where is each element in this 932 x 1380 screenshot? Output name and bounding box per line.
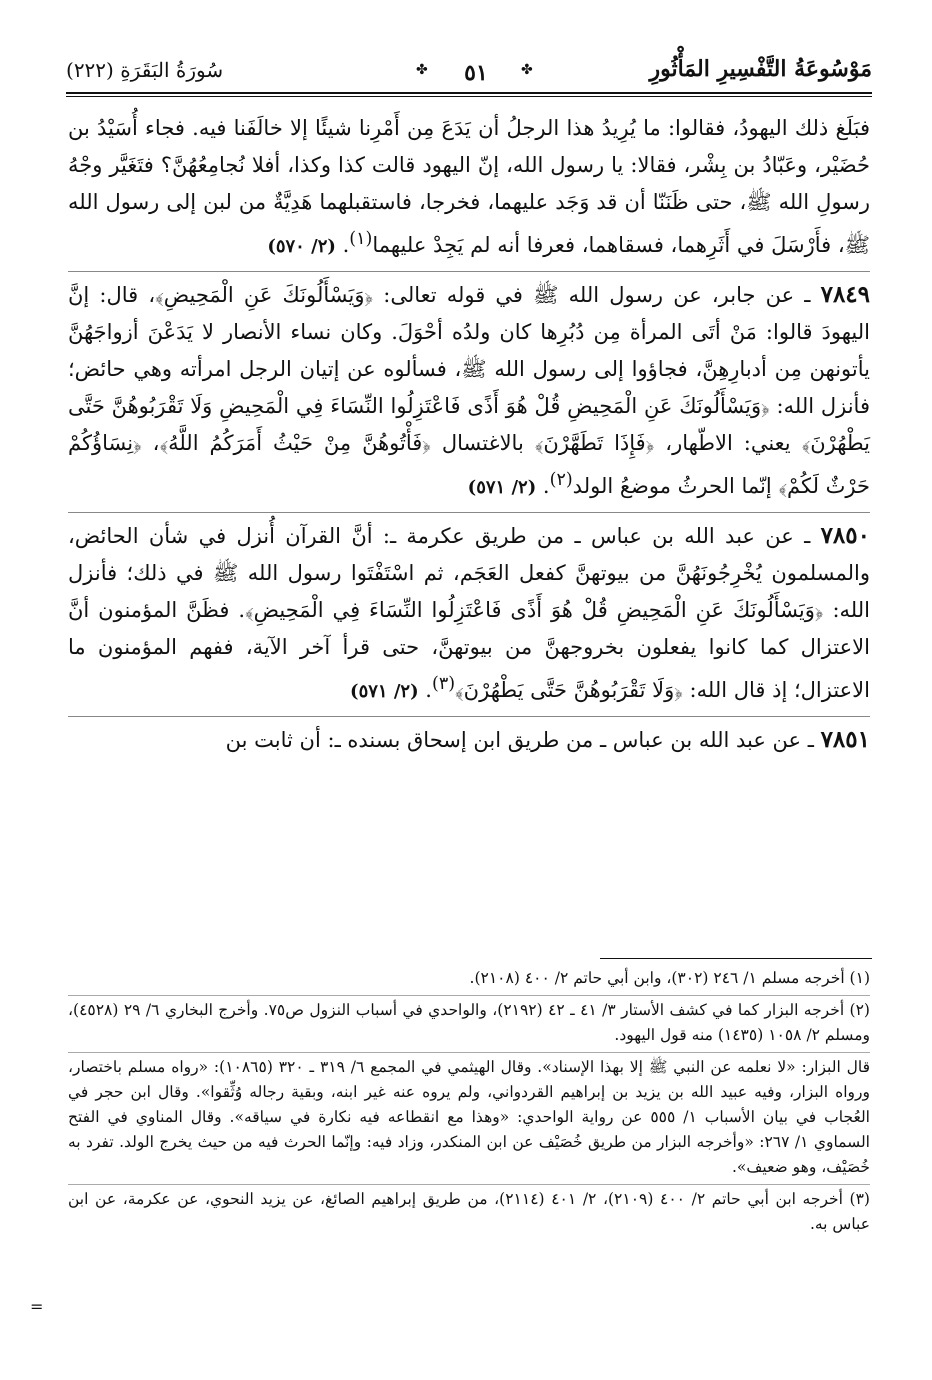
- text-line: فخرجا، فاستقبلهما هَدِيَّةٌ من لبن إلى رسول الله ﷺ، فأَرْسَلَ في أَثَرِهما، فسقاهما،: [68, 190, 870, 257]
- page-header: [66, 56, 872, 92]
- header-rule-thin: [66, 96, 872, 97]
- volume-reference: (٢/ ٥٧١): [350, 681, 419, 702]
- hadith-7851: [68, 716, 870, 759]
- footnote-3: [68, 1184, 870, 1237]
- header-rule: [66, 92, 872, 94]
- footnote-text: قال البزار: «لا نعلمه عن النبي ﷺ إلا بهذا الإسناد». وقال الهيثمي في المجمع ٦/ ٣١٩ ـ ٣٢٠: [278, 1058, 870, 1076]
- paragraph-continued: فبَلَغ ذلك اليهودُ، فقالوا: ما يُرِيدُ هذا الرجلُ أن يَدَعَ مِن أَمْرِنا شيئًا إلا خالَفَنا فيه. فجاء أُسَيْدُ بن حُضَيْر، وعَبّادُ بن بِشْر، فقالا: يا رسول الله، إنّ اليهود قالت كذا وكذا، أفلا نُجامِعُهُنَّ؟ فتَغَيَّر وجْهُ رسولِ الله ﷺ، حتى ظَنَنّا أن قد وَجَد عليهما، فخرجا، فاستقبلهما هَدِيَّةٌ من لبن إلى رسول الله ﷺ، فأَرْسَلَ في أَثَرِهما، فسقاهما، فعرفا أنه لم يَجِدْ عليهما$^{(١)}$. (٢/ ٥٧٠): [68, 116, 870, 257]
- margin-mark: =: [30, 1297, 44, 1316]
- footnote-text: غير ابنه، وبقية رجاله وُثِّقوا». وقال ابن حجر في العُجاب في بيان الأسباب ١/ ٥٥٥ عن رواية الواحدي:: [68, 1083, 870, 1126]
- text-line: فَاعْتَزِلُوا النِّسَاءَ فِي الْمَحِيضِ وَلَا تَقْرَبُوهُنَّ حَتَّى يَطْهُرْنَ﴾ يعني: الاطّهار، ﴿فَإِذَا تَطَهَّرْنَ﴾: [68, 394, 870, 455]
- text-line: الولد: [572, 474, 614, 498]
- hadith-number: ٧٨٥٠: [820, 522, 870, 549]
- footnote-text: وأخرج البخاري ٦/ ٢٩ (٤٥٢٨)، ومسلم ٢/ ١٠٥٨ (١٤٣٥) منه قول اليهود.: [68, 1001, 870, 1044]
- page-number: ٥١: [464, 60, 488, 86]
- hadith-7849: ٧٨٤٩ ـ عن جابر، عن رسول الله ﷺ في قوله تعالى: ﴿وَيَسْأَلُونَكَ عَنِ الْمَحِيضِ﴾، قال: إنَّ اليهودَ قالوا: مَنْ أتَى المرأة مِن دُبُرِها كان ولدُه أحْوَلَ. وكان نساء الأنصار لا يَدَعْنَ أزواجَهُنَّ يأتونهن مِن أدبارِهِنَّ، فجاؤوا إلى رسول الله ﷺ، فسألوه عن إتيان الرجل امرأته وهي حائض؛ فأنزل الله: ﴿وَيَسْأَلُونَكَ عَنِ الْمَحِيضِ قُلْ هُوَ أَذًى فَاعْتَزِلُوا النِّسَاءَ فِي الْمَحِيضِ وَلَا تَقْرَبُوهُنَّ حَتَّى يَطْهُرْنَ﴾ يعني: الاطّهار، ﴿فَإِذَا تَطَهَّرْنَ﴾ بالاغتسال ﴿فَأْتُوهُنَّ مِنْ حَيْثُ أَمَرَكُمُ اللَّهُ﴾، ﴿نِسَاؤُكُمْ حَرْثٌ لَكُمْ﴾ إنّما الحرثُ موضعُ الولد$^{(٢)}$. (٢/ ٥٧١): [68, 271, 870, 506]
- text-line: وكذا، أفلا نُجامِعُهُنَّ؟ فتَغَيَّر وجْهُ رسولِ الله ﷺ، حتى ظَنَنّا أن قد وَجَد عليهما،: [68, 153, 870, 214]
- hadith-number: ٧٨٤٩: [820, 281, 871, 308]
- text-line: ـ عن عبد الله بن عباس ـ من طريق ابن إسحاق بسنده ـ: أن ثابت بن: [225, 728, 814, 752]
- footnote-text: «وهذا مع انقطاعه فيه نكارة في سياقه». وقال المناوي في الفتح السماوي ١/ ٢٦٧: «وأخرجه البزار من: [68, 1108, 870, 1151]
- footnote-text: (١٠٨٦٥): «رواه مسلم باختصار، ورواه البزار، وفيه عبيد الله بن يزيد بن إبراهيم القردواني، ولم يروه عنه: [68, 1058, 870, 1101]
- text-line: النِّسَاءَ فِي الْمَحِيضِ﴾. فظَنَّ المؤمنون أنَّ الاعتزال كما كانوا يفعلون بخروجهنَّ من: [68, 598, 870, 659]
- footnote-text: (٢) أخرجه البزار كما في كشف الأستار ٣/ ٤١ ـ ٤٢ (٢١٩٢)، والواحدي في أسباب النزول ص٧٥.: [263, 1001, 870, 1019]
- footnote-text: (٣) أخرجه ابن أبي حاتم ٢/ ٤٠٠ (٢١٠٩)، ٢/ ٤٠١ (٢١١٤)، من طريق إبراهيم الصائغ، عن يزيد: [260, 1190, 870, 1208]
- footnote-marker: (٣): [431, 674, 456, 694]
- text-line: فبَلَغ ذلك اليهودُ، فقالوا: ما يُرِيدُ هذا الرجلُ أن يَدَعَ مِن أَمْرِنا شيئًا إلا خالَفَنا فيه.: [192, 116, 870, 140]
- hadith-7850: ٧٨٥٠ ـ عن عبد الله بن عباس ـ من طريق عكرمة ـ: أنَّ القرآن أُنزل في شأن الحائض، والمسلمون يُخْرِجُونَهُنَّ من بيوتهنَّ كفعل العَجَم، ثم اسْتَفْتَوا رسول الله ﷺ في ذلك؛ فأنزل الله: ﴿وَيَسْأَلُونَكَ عَنِ الْمَحِيضِ قُلْ هُوَ أَذًى فَاعْتَزِلُوا النِّسَاءَ فِي الْمَحِيضِ﴾. فظَنَّ المؤمنون أنَّ الاعتزال كما كانوا يفعلون بخروجهنَّ من بيوتهنَّ، حتى قرأ آخر الآية، ففهم المؤمنون ما الاعتزال؛ إذ قال الله: ﴿وَلَا تَقْرَبُوهُنَّ حَتَّى يَطْهُرْنَ﴾$^{(٣)}$. (٢/ ٥٧١): [68, 512, 870, 710]
- footnote-text: النحوي، عن عكرمة، عن ابن عباس به.: [68, 1190, 870, 1233]
- ornament-icon: ✤: [521, 62, 533, 78]
- text-line: فجاء أُسَيْدُ بن حُضَيْر، وعَبّادُ بن بِشْر، فقالا: يا رسول الله، إنّ اليهود قالت كذا: [68, 116, 870, 177]
- footnote-2-commentary: [68, 1052, 870, 1180]
- footnote-rule: [600, 958, 872, 959]
- footnote-marker: (١): [349, 229, 373, 249]
- footnote-1: [68, 966, 870, 991]
- surah-title: سُورَةُ البَقَرَةِ (٢٢٢): [66, 58, 224, 82]
- footnote-text: طريق خُصَيْف عن ابن المنكدر، وزاد فيه: وإنّما الحرث فيه من حيث يخرج الولد. تفرد به خُصَيْف، وهو: [68, 1133, 870, 1176]
- text-line: شأن الحائض، والمسلمون يُخْرِجُونَهُنَّ من بيوتهنَّ كفعل العَجَم، ثم اسْتَفْتَوا: [68, 524, 870, 585]
- text-line: بالاغتسال ﴿فَأْتُوهُنَّ مِنْ حَيْثُ أَمَرَكُمُ اللَّهُ﴾، ﴿نِسَاؤُكُمْ حَرْثٌ لَكُمْ﴾ إنّما الحرثُ موضعُ: [68, 431, 870, 498]
- footnote-2: [68, 995, 870, 1048]
- footnote-text: (١) أخرجه مسلم ١/ ٢٤٦ (٣٠٢)، وابن أبي حاتم ٢/ ٤٠٠ (٢١٠٨).: [469, 969, 870, 987]
- text-line: تَقْرَبُوهُنَّ حَتَّى يَطْهُرْنَ﴾: [455, 678, 646, 702]
- text-line: ـ عن جابر، عن رسول الله ﷺ في قوله تعالى: ﴿وَيَسْأَلُونَكَ عَنِ الْمَحِيضِ﴾،: [148, 283, 811, 307]
- text-line: رسول الله ﷺ في ذلك؛ فأنزل الله: ﴿وَيَسْأَلُونَكَ عَنِ الْمَحِيضِ قُلْ هُوَ أَذًى فَاعْتَزِلُوا: [68, 561, 870, 622]
- hadith-number: ٧٨٥١: [820, 726, 870, 753]
- text-line: إتيان الرجل امرأته وهي حائض؛ فأنزل الله: ﴿وَيَسْأَلُونَكَ عَنِ الْمَحِيضِ قُلْ هُوَ أَذًى: [68, 357, 870, 418]
- text-line: فعرفا أنه لم يَجِدْ عليهما: [372, 233, 575, 257]
- text-line: ـ عن عبد الله بن عباس ـ من طريق عكرمة ـ: أنَّ القرآن أُنزل في: [198, 524, 811, 548]
- footnotes: [68, 966, 870, 1239]
- book-title: مَوْسُوعَةُ التَّفْسِيرِ المَأْثُورِ: [649, 56, 872, 82]
- volume-reference: (٢/ ٥٧١): [467, 477, 537, 498]
- text-line: لا يَدَعْنَ أزواجَهُنَّ يأتونهن مِن أدبارِهِنَّ، فجاؤوا إلى رسول الله ﷺ، فسألوه عن: [68, 320, 870, 381]
- text-line: قال: إنَّ اليهودَ قالوا: مَنْ أتَى المرأة مِن دُبُرِها كان ولدُه أحْوَلَ. وكان نساء الأنصار: [68, 283, 870, 344]
- volume-reference: (٢/ ٥٧٠): [267, 236, 336, 257]
- footnote-text: ضعيف».: [731, 1158, 788, 1176]
- ornament-icon: ✤: [416, 62, 428, 78]
- footnote-marker: (٢): [549, 470, 573, 490]
- text-line: بيوتهنَّ، حتى قرأ آخر الآية، ففهم المؤمنون ما الاعتزال؛ إذ قال الله: ﴿وَلَا: [68, 635, 870, 702]
- main-text: [68, 110, 870, 765]
